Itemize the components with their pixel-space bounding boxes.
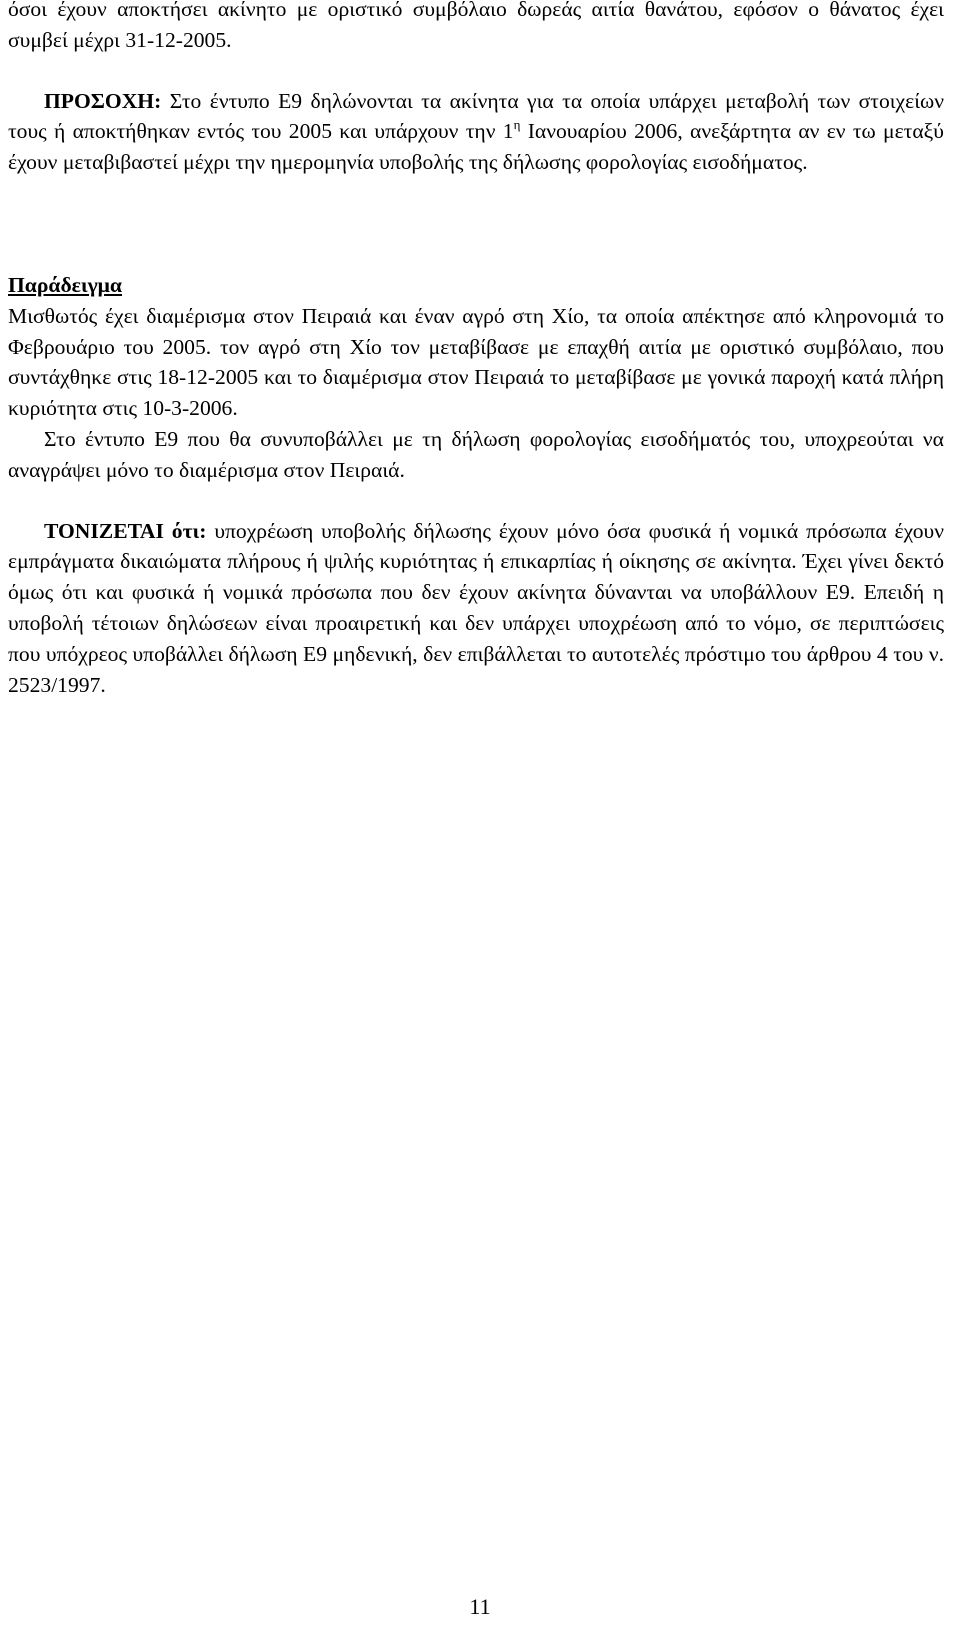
emphasis-text: υποχρέωση υποβολής δήλωσης έχουν μόνο όσα φυσικά ή νομικά πρόσωπα έχουν εμπράγματα δικαιώματα πλήρους ή ψιλής κυριότητας ή επικαρπίας ή οίκησης σε ακίνητα. Έχει γίνει δεκτό όμως ότι και φυσικά ή νομικά πρόσωπα που δεν έχουν ακίνητα δύνανται να υποβάλλουν Ε9. Επειδή η υποβολή τέτοιων δηλώσεων είναι προαιρετική και δεν υπάρχει υποχρέωση από το νόμο, σε περιπτώσεις που υπόχρεος υποβάλλει δήλωση Ε9 μηδενική, δεν επιβάλλεται το αυτοτελές πρόστιμο του άρθρου 4 του ν. 2523/1997. bbox=[8, 518, 944, 697]
paragraph-example-conclusion: Στο έντυπο Ε9 που θα συνυποβάλλει με τη δήλωση φορολογίας εισοδήματός του, υποχρεούται να αναγράψει μόνο το διαμέρισμα στον Πειραιά. bbox=[8, 426, 944, 482]
ordinal-superscript: η bbox=[513, 117, 521, 133]
paragraph-example-body: Μισθωτός έχει διαμέρισμα στον Πειραιά και έναν αγρό στη Χίο, τα οποία απέκτησε από κληρονομιά το Φεβρουάριο του 2005. τον αγρό στη Χίο τον μεταβίβασε με επαχθή αιτία με οριστικό συμβόλαιο, που συντάχθηκε στις 18-12-2005 και το διαμέρισμα στον Πειραιά το μεταβίβασε με γονικά παροχή κατά πλήρη κυριότητα στις 10-3-2006. bbox=[8, 303, 944, 421]
document-body bbox=[8, 0, 944, 700]
paragraph-donation-text: όσοι έχουν αποκτήσει ακίνητο με οριστικό συμβόλαιο δωρεάς αιτία θανάτου, εφόσον ο θάνατος έχει συμβεί μέχρι 31-12-2005. bbox=[8, 0, 944, 52]
paragraph-attention bbox=[8, 86, 944, 178]
attention-text-part-2: Ιανουαρίου 2006, ανεξάρτητα αν εν τω μεταξύ έχουν μεταβιβαστεί μέχρι την ημερομηνία υποβολής της δήλωσης φορολογίας εισοδήματος. bbox=[8, 119, 944, 175]
paragraph-emphasis bbox=[8, 516, 944, 701]
attention-label: ΠΡΟΣΟΧΗ: bbox=[44, 88, 162, 113]
page-number: 11 bbox=[469, 1594, 491, 1619]
emphasis-label: ΤΟΝΙΖΕΤΑΙ ότι: bbox=[44, 518, 207, 543]
example-heading-paragraph bbox=[8, 270, 944, 301]
example-heading: Παράδειγμα bbox=[8, 272, 122, 297]
attention-text-part-1: Στο έντυπο Ε9 δηλώνονται τα ακίνητα για τα οποία υπάρχει μεταβολή των στοιχείων τους ή αποκτήθηκαν εντός του 2005 και υπάρχουν την 1 bbox=[8, 88, 944, 144]
